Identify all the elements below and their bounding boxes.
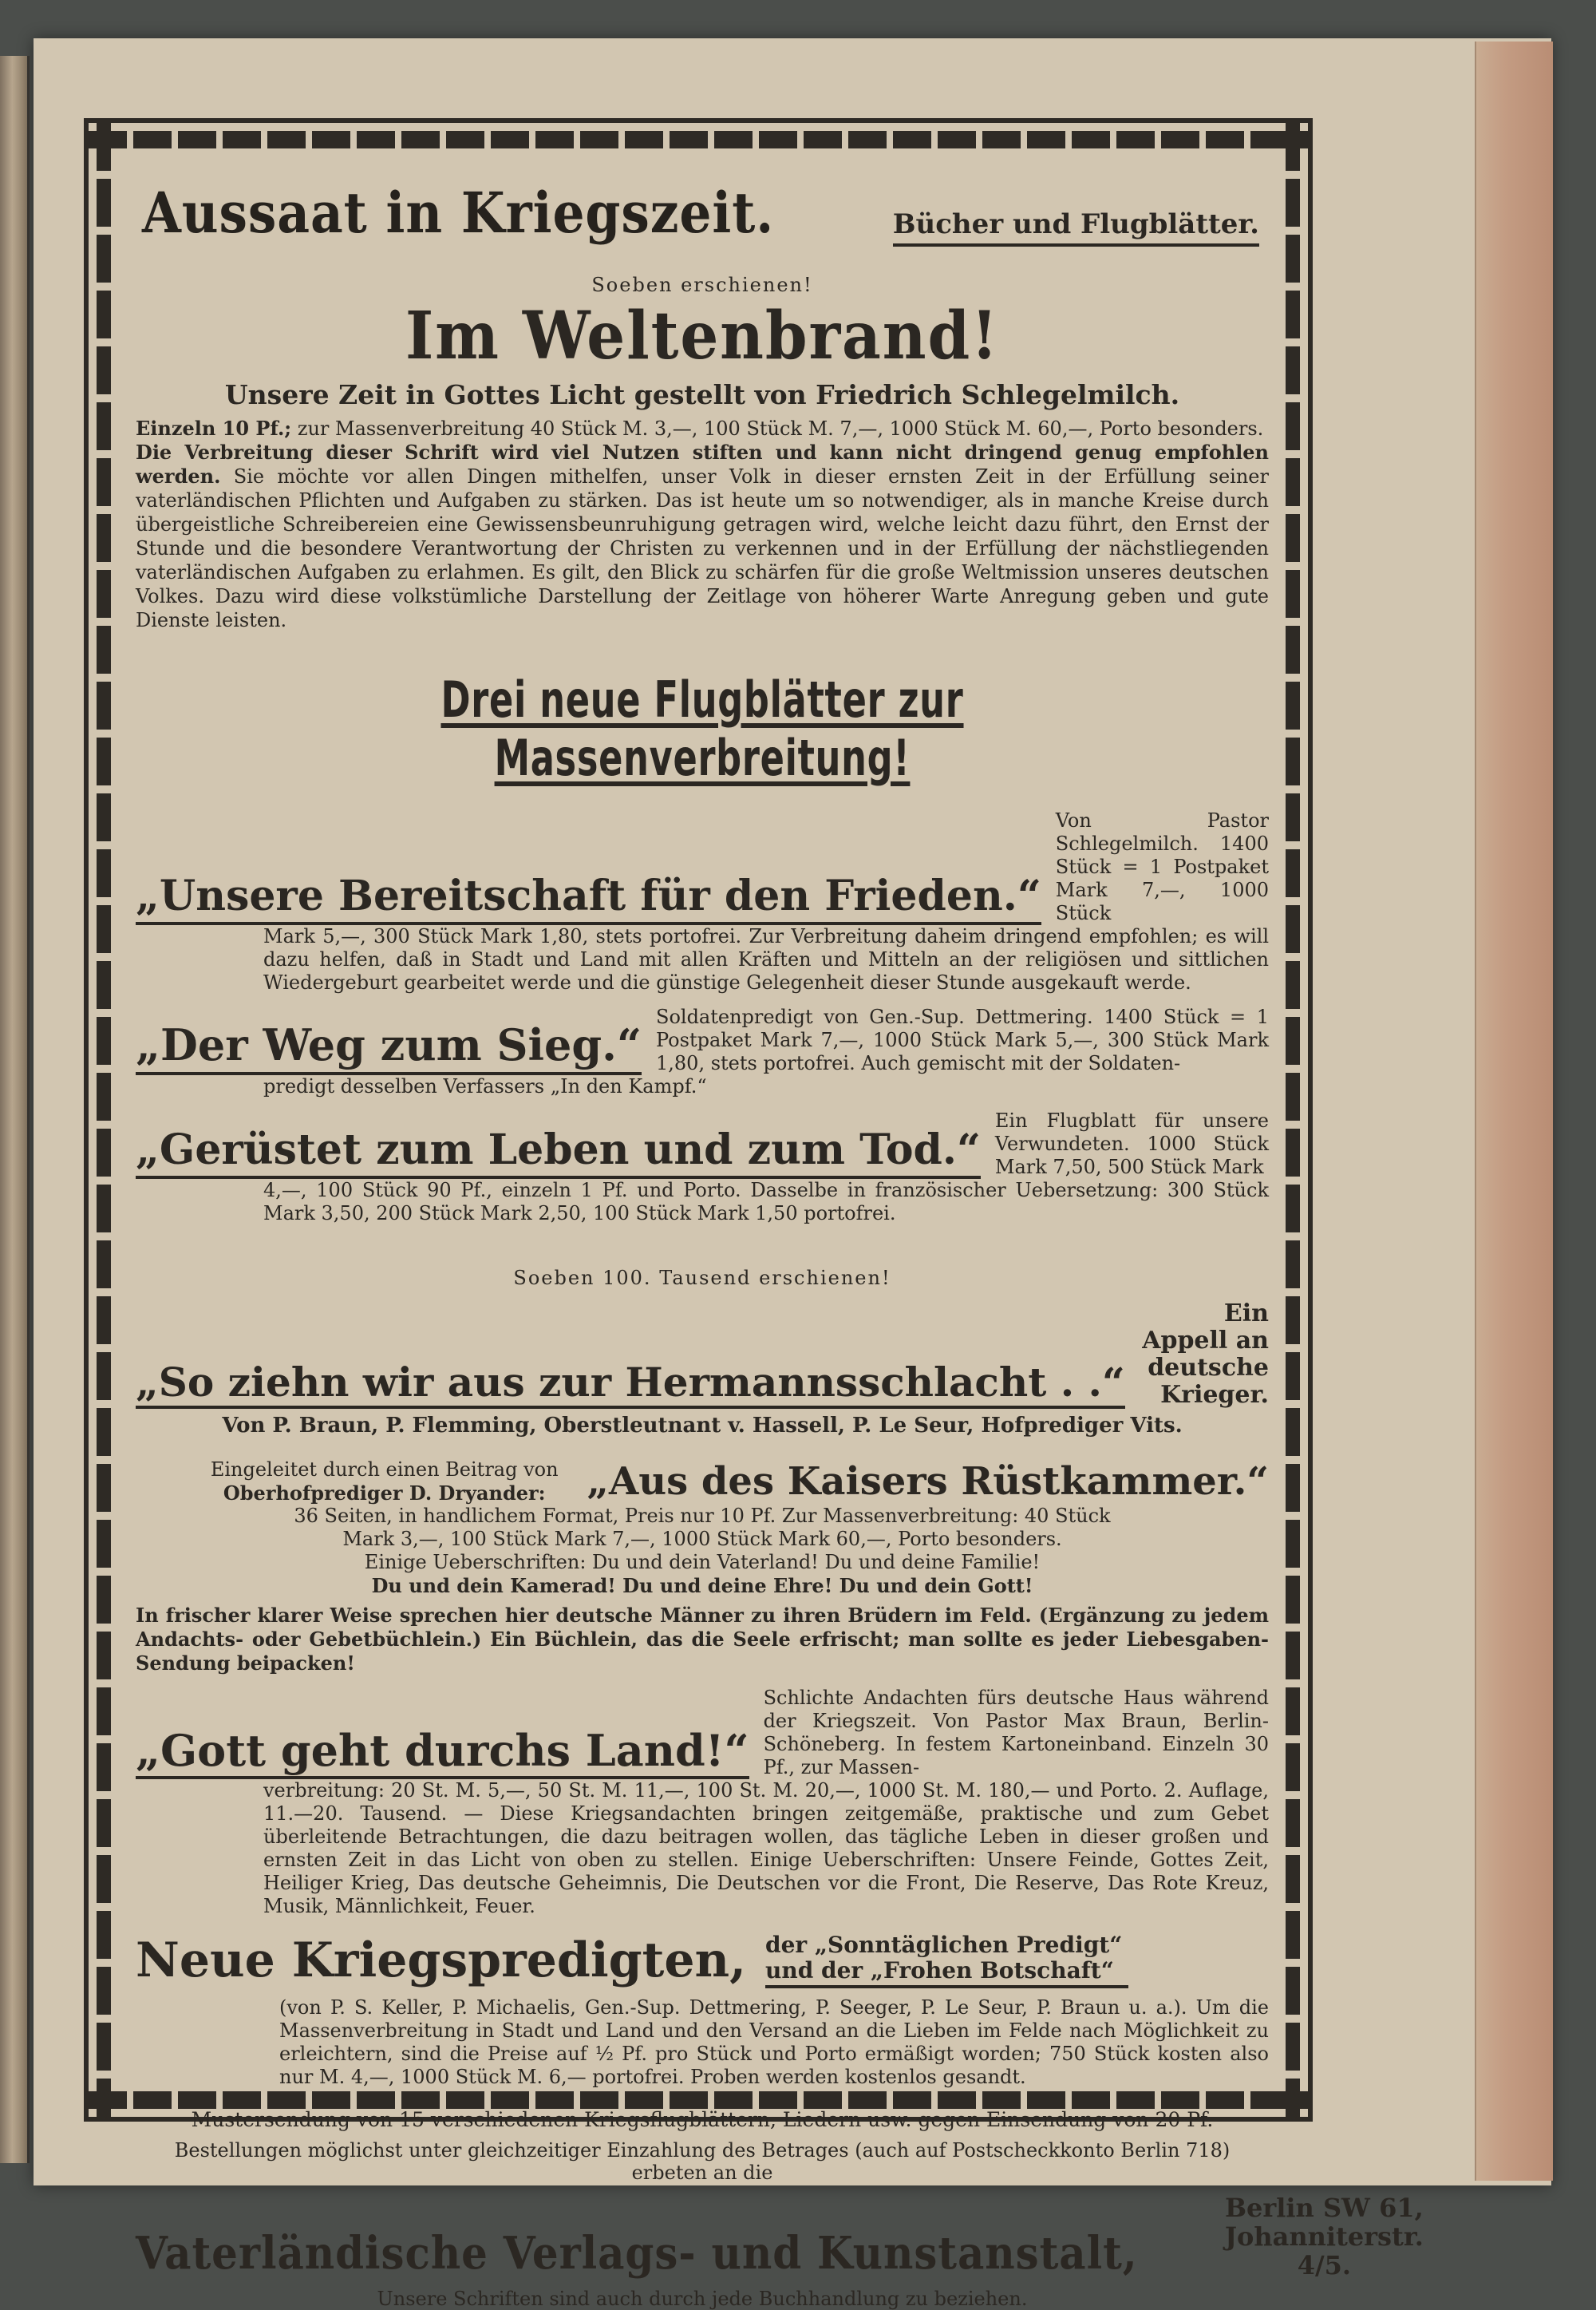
publisher-address-line-1: Berlin SW 61, bbox=[1224, 2193, 1424, 2223]
flugblatt-3-body: 4,—, 100 Stück 90 Pf., einzeln 1 Pf. und Porto. Dasselbe in französischer Uebersetzung: 300 Stück Mark 3,50, 200 Stück Mark 2,50, 100 Stück Mark 1,50 portofrei. bbox=[263, 1179, 1269, 1224]
advertisement-content bbox=[136, 172, 1424, 2310]
flugblatt-1-side: Von Pastor Schlegelmilch. 1400 Stück = 1 Postpaket Mark 7,—, 1000 Stück bbox=[1055, 809, 1269, 924]
footer-section bbox=[136, 2108, 1424, 2310]
publisher-name: Vaterländische Verlags- und Kunstanstalt, bbox=[136, 2227, 1138, 2280]
flugblatt-3-side: Ein Flugblatt für unsere Verwundeten. 1000 Stück Mark 7,50, 500 Stück Mark bbox=[994, 1110, 1269, 1178]
flugblaetter-section bbox=[136, 670, 1269, 1225]
weltenbrand-section bbox=[136, 274, 1269, 632]
kaiser-line-3: Einige Ueberschriften: Du und dein Vaterland! Du und deine Familie! bbox=[364, 1551, 1041, 1573]
kaiser-intro bbox=[136, 1458, 569, 1505]
weltenbrand-title: Im Weltenbrand! bbox=[405, 298, 999, 374]
hermann-title: „So ziehn wir aus zur Hermannsschlacht . .“ bbox=[136, 1359, 1125, 1409]
gott-body: verbreitung: 20 St. M. 5,—, 50 St. M. 11,—, 100 St. M. 20,—, 1000 St. M. 180,— und Porto. 2. Auflage, 11.—20. Tausend. — Diese Kriegsandachten bringen zeitgemäße, praktische und zum Gebet überleitende Betrachtungen, die dazu beitragen wollen, das tägliche Leben in dieser großen und ernsten Zeit in das Licht von oben zu stellen. Einige Ueberschriften: Unsere Feinde, Gottes Zeit, Heiliger Krieg, Das deutsche Geheimnis, Die Deutschen vor die Front, Die Reserve, Das Rote Kreuz, Musik, Männlichkeit, Feuer. bbox=[263, 1779, 1269, 1917]
kaiser-intro-line-1: Eingeleitet durch einen Beitrag von bbox=[210, 1458, 559, 1481]
gott-side: Schlichte Andachten fürs deutsche Haus während der Kriegszeit. Von Pastor Max Braun, Berlin-Schöneberg. In festem Kartoneinband. Einzeln 30 Pf., zur Massen- bbox=[763, 1687, 1269, 1778]
kaiser-line-4: Du und dein Kamerad! Du und deine Ehre! Du und dein Gott! bbox=[371, 1574, 1033, 1597]
neue-body: (von P. S. Keller, P. Michaelis, Gen.-Sup. Dettmering, P. Seeger, P. Le Seur, P. Braun u. a.). Um die Massenverbreitung in Stadt und Land und den Versand an die Lieben im Felde nach Möglichkeit zu erleichtern, sind die Preise auf ½ Pf. pro Stück und Porto ermäßigt worden; 750 Stück kosten also nur M. 4,—, 1000 Stück M. 6,— portofrei. Proben werden kostenlos gesandt. bbox=[279, 1996, 1269, 2088]
kaiser-details bbox=[136, 1505, 1269, 1597]
flugblatt-2-side: Soldatenpredigt von Gen.-Sup. Dettmering. 1400 Stück = 1 Postpaket Mark 7,—, 1000 Stück Mark 5,—, 300 Stück Mark 1,80, stets portofrei. Auch gemischt mit der Soldaten- bbox=[656, 1006, 1269, 1074]
flugblatt-1-body: Mark 5,—, 300 Stück Mark 1,80, stets portofrei. Zur Verbreitung daheim dringend empfohlen; es will dazu helfen, daß in Stadt und Land mit allen Kräften und Mitteln an der religiösen und sittlichen Wiedergeburt gearbeitet werde und die günstige Gelegenheit dieser Stunde ausgekauft werde. bbox=[263, 925, 1269, 994]
kaiser-line-2: Mark 3,—, 100 Stück Mark 7,—, 1000 Stück Mark 60,—, Porto besonders. bbox=[342, 1528, 1062, 1550]
weltenbrand-caption: Soeben erschienen! bbox=[591, 274, 813, 296]
neue-section bbox=[136, 1932, 1269, 2089]
flugblatt-3-title: „Gerüstet zum Leben und zum Tod.“ bbox=[136, 1125, 981, 1179]
weltenbrand-subtitle: Unsere Zeit in Gottes Licht gestellt von Friedrich Schlegelmilch. bbox=[224, 379, 1180, 410]
hermann-authors: Von P. Braun, P. Flemming, Oberstleutnant v. Hassell, P. Le Seur, Hofprediger Vits. bbox=[222, 1414, 1183, 1438]
left-page-edge bbox=[0, 56, 30, 2163]
neue-side-line-2: und der „Frohen Botschaft“ bbox=[765, 1957, 1114, 1984]
frame-side-left bbox=[97, 123, 111, 2117]
page-fore-edge bbox=[1475, 42, 1553, 2181]
kaiser-section bbox=[136, 1458, 1269, 1675]
kaiser-row bbox=[136, 1458, 1269, 1505]
bookshop-note: Unsere Schriften sind auch durch jede Buchhandlung zu beziehen. bbox=[377, 2288, 1028, 2310]
hermann-side-line-2: deutsche Krieger. bbox=[1148, 1354, 1269, 1409]
weltenbrand-description bbox=[136, 441, 1269, 632]
flugblatt-1-title: „Unsere Bereitschaft für den Frieden.“ bbox=[136, 872, 1041, 925]
flugblatt-3-row bbox=[136, 1110, 1269, 1179]
frame-band-top bbox=[89, 131, 1308, 148]
weltenbrand-body: Sie möchte vor allen Dingen mithelfen, unser Volk in dieser ernsten Zeit in der Erfüllung seiner vaterländischen Pflichten und Aufgaben zu stärken. Das ist heute um so notwendiger, als in manche Kreise durch übergeistliche Schreibereien eine Gewissensbeunruhigung getragen wird, welche leicht dazu führt, den Ernst der Stunde und die besondere Verantwortung der Christen zu verkennen und in der Erfüllung der nächstliegenden vaterländischen Aufgaben zu erlahmen. Es gilt, den Blick zu schärfen für die große Weltmission unseres deutschen Volkes. Dazu wird diese volkstümliche Darstellung der Zeitlage von höherer Warte Anregung geben und gute Dienste leisten. bbox=[136, 465, 1269, 631]
hermann-row bbox=[136, 1300, 1269, 1409]
series-subtitle: Bücher und Flugblätter. bbox=[893, 208, 1259, 247]
kaiser-title: „Aus des Kaisers Rüstkammer.“ bbox=[587, 1459, 1269, 1504]
flugblaetter-banner: Drei neue Flugblätter zur Massenverbreitung! bbox=[440, 670, 964, 787]
weltenbrand-price-rest: zur Massenverbreitung 40 Stück M. 3,—, 100 Stück M. 7,—, 1000 Stück M. 60,—, Porto besonders. bbox=[297, 417, 1264, 440]
flugblatt-2-title: „Der Weg zum Sieg.“ bbox=[136, 1019, 642, 1075]
gott-section bbox=[136, 1687, 1269, 1918]
frame-side-right bbox=[1286, 123, 1300, 2117]
kaiser-intro-line-2: Oberhofprediger D. Dryander: bbox=[223, 1481, 546, 1505]
flugblatt-1-row bbox=[136, 809, 1269, 925]
flugblatt-2-body: predigt desselben Verfassers „In den Kampf.“ bbox=[263, 1075, 707, 1098]
bestellungen-line: Bestellungen möglichst unter gleichzeitiger Einzahlung des Betrages (auch auf Postscheckkonto Berlin 718) erbeten an die bbox=[174, 2139, 1231, 2184]
weltenbrand-price bbox=[136, 417, 1269, 441]
hermann-side-line-1: Ein Appell an bbox=[1142, 1299, 1269, 1355]
publisher-row bbox=[136, 2193, 1424, 2280]
neue-title: Neue Kriegspredigten, bbox=[136, 1932, 746, 1988]
gott-row bbox=[136, 1687, 1269, 1779]
mustersendung-line: Mustersendung von 15 verschiedenen Kriegsflugblättern, Liedern usw. gegen Einsendung von 20 Pf. bbox=[191, 2108, 1214, 2131]
weltenbrand-bold-lead: Die Verbreitung dieser Schrift wird viel Nutzen stiften und kann nicht dringend genug empfohlen werden. bbox=[136, 441, 1269, 488]
publisher-address bbox=[1225, 2193, 1424, 2280]
neue-side bbox=[765, 1932, 1128, 1988]
flugblatt-2-row bbox=[136, 1006, 1269, 1075]
hermann-caption: Soeben 100. Tausend erschienen! bbox=[513, 1267, 891, 1289]
weltenbrand-price-lead: Einzeln 10 Pf.; bbox=[136, 417, 292, 440]
header-row bbox=[136, 172, 1269, 259]
series-title: Aussaat in Kriegszeit. bbox=[142, 180, 775, 246]
gott-title: „Gott geht durchs Land!“ bbox=[136, 1725, 749, 1779]
neue-row bbox=[136, 1932, 1269, 1988]
hermann-side bbox=[1140, 1300, 1269, 1409]
kaiser-line-1: 36 Seiten, in handlichem Format, Preis nur 10 Pf. Zur Massenverbreitung: 40 Stück bbox=[294, 1505, 1111, 1527]
hermann-section bbox=[136, 1267, 1269, 1438]
kaiser-bold-para: In frischer klarer Weise sprechen hier deutsche Männer zu ihren Brüdern im Feld. (Ergänzung zu jedem Andachts- oder Gebetbüchlein.) Ein Büchlein, das die Seele erfrischt; man sollte es jeder Liebesgaben-Sendung beipacken! bbox=[136, 1604, 1269, 1675]
publisher-address-line-2: Johanniterstr. 4/5. bbox=[1224, 2221, 1424, 2280]
neue-side-line-1: der „Sonntäglichen Predigt“ bbox=[765, 1932, 1123, 1958]
